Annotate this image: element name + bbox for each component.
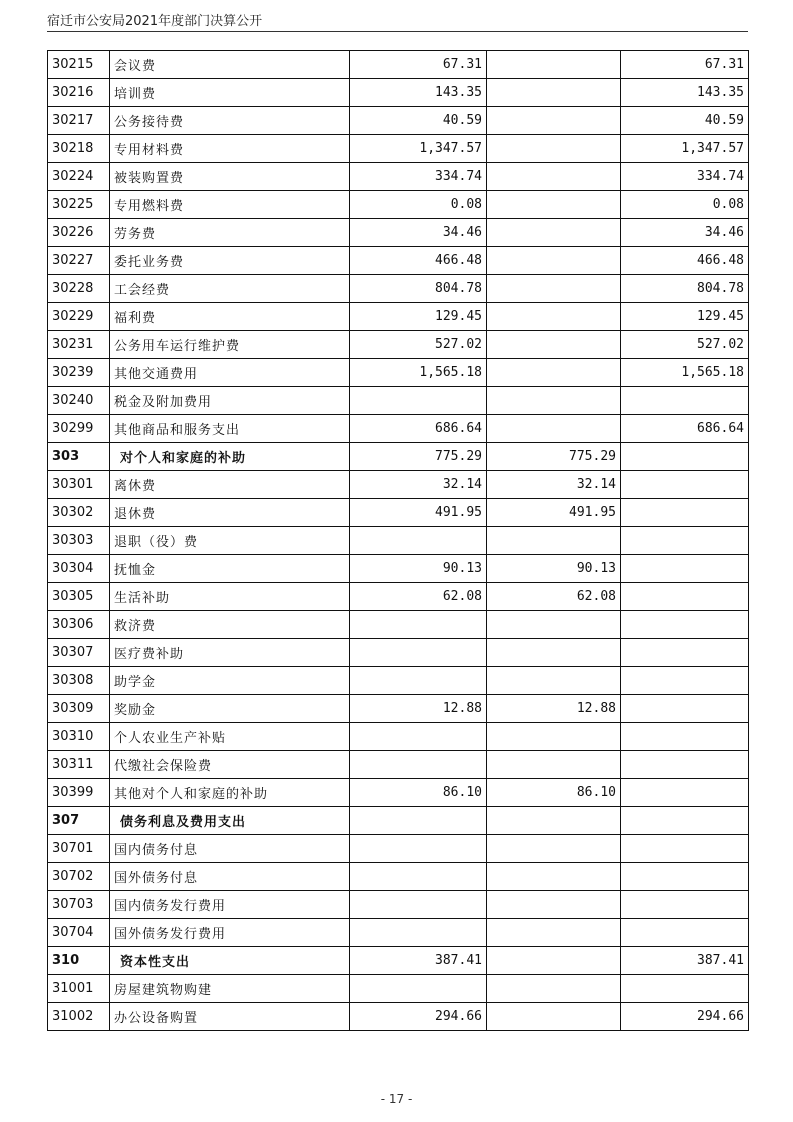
row-name-cell: 助学金 xyxy=(110,667,350,695)
row-name-cell: 国外债务发行费用 xyxy=(110,919,350,947)
row-project-cell: 804.78 xyxy=(621,275,749,303)
row-total-cell: 1,347.57 xyxy=(350,135,487,163)
row-project-cell: 40.59 xyxy=(621,107,749,135)
page-number: - 17 - xyxy=(380,1092,413,1106)
row-code-cell: 30228 xyxy=(48,275,110,303)
row-total-cell: 0.08 xyxy=(350,191,487,219)
row-code-cell: 30303 xyxy=(48,527,110,555)
row-code-cell: 310 xyxy=(48,947,110,975)
row-project-cell xyxy=(621,443,749,471)
row-basic-cell xyxy=(487,947,621,975)
row-code-cell: 30310 xyxy=(48,723,110,751)
row-project-cell xyxy=(621,919,749,947)
row-code-cell: 30306 xyxy=(48,611,110,639)
row-project-cell xyxy=(621,499,749,527)
row-total-cell xyxy=(350,891,487,919)
row-total-cell: 294.66 xyxy=(350,1003,487,1031)
category-row xyxy=(48,443,749,471)
row-name-cell: 其他对个人和家庭的补助 xyxy=(110,779,350,807)
row-name-cell: 其他商品和服务支出 xyxy=(110,415,350,443)
row-name-cell: 专用材料费 xyxy=(110,135,350,163)
row-code-cell: 30215 xyxy=(48,51,110,79)
table-row xyxy=(48,191,749,219)
row-project-cell: 0.08 xyxy=(621,191,749,219)
row-basic-cell xyxy=(487,807,621,835)
row-name-cell: 个人农业生产补贴 xyxy=(110,723,350,751)
row-project-cell: 466.48 xyxy=(621,247,749,275)
row-name-cell: 代缴社会保险费 xyxy=(110,751,350,779)
row-project-cell: 67.31 xyxy=(621,51,749,79)
row-project-cell xyxy=(621,779,749,807)
table-row xyxy=(48,331,749,359)
table-row xyxy=(48,415,749,443)
row-code-cell: 30302 xyxy=(48,499,110,527)
row-total-cell: 387.41 xyxy=(350,947,487,975)
row-total-cell xyxy=(350,835,487,863)
row-code-cell: 307 xyxy=(48,807,110,835)
table-row xyxy=(48,863,749,891)
row-basic-cell xyxy=(487,387,621,415)
row-basic-cell xyxy=(487,331,621,359)
row-total-cell xyxy=(350,387,487,415)
row-basic-cell: 86.10 xyxy=(487,779,621,807)
row-name-cell: 奖励金 xyxy=(110,695,350,723)
row-name-cell: 债务利息及费用支出 xyxy=(110,807,350,835)
row-basic-cell xyxy=(487,639,621,667)
row-total-cell: 34.46 xyxy=(350,219,487,247)
row-name-cell: 抚恤金 xyxy=(110,555,350,583)
row-total-cell xyxy=(350,667,487,695)
row-total-cell: 334.74 xyxy=(350,163,487,191)
row-total-cell xyxy=(350,639,487,667)
row-basic-cell xyxy=(487,1003,621,1031)
row-basic-cell: 12.88 xyxy=(487,695,621,723)
category-row xyxy=(48,807,749,835)
row-total-cell: 12.88 xyxy=(350,695,487,723)
row-code-cell: 30309 xyxy=(48,695,110,723)
row-project-cell xyxy=(621,583,749,611)
row-project-cell xyxy=(621,667,749,695)
row-total-cell xyxy=(350,919,487,947)
expenditure-table xyxy=(47,50,749,1031)
table-row xyxy=(48,303,749,331)
row-code-cell: 30308 xyxy=(48,667,110,695)
table-row xyxy=(48,583,749,611)
table-row xyxy=(48,639,749,667)
row-basic-cell xyxy=(487,359,621,387)
row-name-cell: 国内债务发行费用 xyxy=(110,891,350,919)
row-name-cell: 救济费 xyxy=(110,611,350,639)
row-basic-cell xyxy=(487,527,621,555)
row-basic-cell xyxy=(487,191,621,219)
row-code-cell: 30227 xyxy=(48,247,110,275)
row-total-cell: 527.02 xyxy=(350,331,487,359)
row-total-cell: 67.31 xyxy=(350,51,487,79)
row-name-cell: 税金及附加费用 xyxy=(110,387,350,415)
row-project-cell xyxy=(621,863,749,891)
row-total-cell xyxy=(350,807,487,835)
row-project-cell xyxy=(621,723,749,751)
row-code-cell: 30226 xyxy=(48,219,110,247)
table-row xyxy=(48,919,749,947)
row-project-cell xyxy=(621,471,749,499)
row-code-cell: 30304 xyxy=(48,555,110,583)
row-project-cell xyxy=(621,695,749,723)
table-row xyxy=(48,359,749,387)
row-basic-cell xyxy=(487,667,621,695)
row-total-cell: 90.13 xyxy=(350,555,487,583)
row-code-cell: 30701 xyxy=(48,835,110,863)
row-total-cell: 466.48 xyxy=(350,247,487,275)
row-project-cell: 34.46 xyxy=(621,219,749,247)
row-name-cell: 会议费 xyxy=(110,51,350,79)
table-row xyxy=(48,471,749,499)
row-project-cell: 294.66 xyxy=(621,1003,749,1031)
row-code-cell: 30704 xyxy=(48,919,110,947)
row-project-cell xyxy=(621,611,749,639)
row-code-cell: 30703 xyxy=(48,891,110,919)
row-code-cell: 30240 xyxy=(48,387,110,415)
table-row xyxy=(48,667,749,695)
row-project-cell xyxy=(621,751,749,779)
row-name-cell: 劳务费 xyxy=(110,219,350,247)
row-total-cell xyxy=(350,975,487,1003)
row-project-cell xyxy=(621,807,749,835)
row-basic-cell xyxy=(487,975,621,1003)
table-row xyxy=(48,163,749,191)
row-basic-cell xyxy=(487,163,621,191)
row-name-cell: 对个人和家庭的补助 xyxy=(110,443,350,471)
table-row xyxy=(48,219,749,247)
row-name-cell: 专用燃料费 xyxy=(110,191,350,219)
table-row xyxy=(48,835,749,863)
row-basic-cell xyxy=(487,79,621,107)
row-total-cell xyxy=(350,611,487,639)
row-name-cell: 工会经费 xyxy=(110,275,350,303)
row-code-cell: 30311 xyxy=(48,751,110,779)
row-code-cell: 30399 xyxy=(48,779,110,807)
row-project-cell: 686.64 xyxy=(621,415,749,443)
row-name-cell: 房屋建筑物购建 xyxy=(110,975,350,1003)
row-name-cell: 国外债务付息 xyxy=(110,863,350,891)
table-row xyxy=(48,611,749,639)
row-project-cell xyxy=(621,555,749,583)
row-basic-cell xyxy=(487,835,621,863)
row-name-cell: 资本性支出 xyxy=(110,947,350,975)
table-row xyxy=(48,499,749,527)
row-total-cell: 775.29 xyxy=(350,443,487,471)
row-name-cell: 被装购置费 xyxy=(110,163,350,191)
row-name-cell: 公务用车运行维护费 xyxy=(110,331,350,359)
row-code-cell: 30225 xyxy=(48,191,110,219)
row-code-cell: 30299 xyxy=(48,415,110,443)
row-name-cell: 公务接待费 xyxy=(110,107,350,135)
table-row xyxy=(48,1003,749,1031)
table-row xyxy=(48,51,749,79)
row-project-cell: 143.35 xyxy=(621,79,749,107)
table-row xyxy=(48,387,749,415)
expenditure-table-body xyxy=(48,51,749,1031)
table-row xyxy=(48,975,749,1003)
row-total-cell xyxy=(350,527,487,555)
row-total-cell: 804.78 xyxy=(350,275,487,303)
row-code-cell: 30305 xyxy=(48,583,110,611)
row-basic-cell xyxy=(487,415,621,443)
row-name-cell: 委托业务费 xyxy=(110,247,350,275)
row-code-cell: 30239 xyxy=(48,359,110,387)
row-total-cell xyxy=(350,863,487,891)
row-basic-cell xyxy=(487,303,621,331)
row-basic-cell xyxy=(487,891,621,919)
row-name-cell: 其他交通费用 xyxy=(110,359,350,387)
row-project-cell: 1,565.18 xyxy=(621,359,749,387)
row-project-cell: 334.74 xyxy=(621,163,749,191)
header-divider xyxy=(47,31,748,32)
row-total-cell: 62.08 xyxy=(350,583,487,611)
row-project-cell xyxy=(621,527,749,555)
row-total-cell: 129.45 xyxy=(350,303,487,331)
row-name-cell: 办公设备购置 xyxy=(110,1003,350,1031)
row-project-cell xyxy=(621,387,749,415)
row-basic-cell xyxy=(487,135,621,163)
row-total-cell: 40.59 xyxy=(350,107,487,135)
row-code-cell: 30229 xyxy=(48,303,110,331)
row-total-cell: 686.64 xyxy=(350,415,487,443)
category-row xyxy=(48,947,749,975)
row-total-cell: 491.95 xyxy=(350,499,487,527)
row-basic-cell xyxy=(487,219,621,247)
row-total-cell xyxy=(350,751,487,779)
row-project-cell: 527.02 xyxy=(621,331,749,359)
row-code-cell: 30301 xyxy=(48,471,110,499)
row-name-cell: 福利费 xyxy=(110,303,350,331)
row-basic-cell xyxy=(487,275,621,303)
row-code-cell: 30224 xyxy=(48,163,110,191)
table-row xyxy=(48,779,749,807)
row-basic-cell: 32.14 xyxy=(487,471,621,499)
row-basic-cell: 90.13 xyxy=(487,555,621,583)
table-row xyxy=(48,275,749,303)
table-row xyxy=(48,247,749,275)
row-basic-cell xyxy=(487,751,621,779)
row-code-cell: 31002 xyxy=(48,1003,110,1031)
table-row xyxy=(48,723,749,751)
row-basic-cell: 62.08 xyxy=(487,583,621,611)
row-total-cell xyxy=(350,723,487,751)
row-basic-cell xyxy=(487,919,621,947)
row-code-cell: 31001 xyxy=(48,975,110,1003)
row-project-cell: 387.41 xyxy=(621,947,749,975)
row-project-cell xyxy=(621,639,749,667)
table-row xyxy=(48,107,749,135)
row-basic-cell xyxy=(487,863,621,891)
row-code-cell: 30217 xyxy=(48,107,110,135)
row-project-cell xyxy=(621,975,749,1003)
row-name-cell: 国内债务付息 xyxy=(110,835,350,863)
row-code-cell: 30218 xyxy=(48,135,110,163)
table-row xyxy=(48,135,749,163)
table-row xyxy=(48,751,749,779)
row-basic-cell xyxy=(487,247,621,275)
row-project-cell: 1,347.57 xyxy=(621,135,749,163)
row-code-cell: 303 xyxy=(48,443,110,471)
row-project-cell xyxy=(621,891,749,919)
table-row xyxy=(48,527,749,555)
row-name-cell: 离休费 xyxy=(110,471,350,499)
row-total-cell: 86.10 xyxy=(350,779,487,807)
row-code-cell: 30702 xyxy=(48,863,110,891)
row-basic-cell xyxy=(487,107,621,135)
row-project-cell: 129.45 xyxy=(621,303,749,331)
table-row xyxy=(48,695,749,723)
row-project-cell xyxy=(621,835,749,863)
row-basic-cell xyxy=(487,723,621,751)
row-name-cell: 培训费 xyxy=(110,79,350,107)
document-header-title: 宿迁市公安局2021年度部门决算公开 xyxy=(47,14,263,29)
row-basic-cell xyxy=(487,611,621,639)
row-code-cell: 30231 xyxy=(48,331,110,359)
table-row xyxy=(48,555,749,583)
table-row xyxy=(48,891,749,919)
row-name-cell: 医疗费补助 xyxy=(110,639,350,667)
row-basic-cell xyxy=(487,51,621,79)
row-basic-cell: 491.95 xyxy=(487,499,621,527)
row-code-cell: 30216 xyxy=(48,79,110,107)
table-row xyxy=(48,79,749,107)
row-total-cell: 32.14 xyxy=(350,471,487,499)
row-name-cell: 生活补助 xyxy=(110,583,350,611)
row-total-cell: 1,565.18 xyxy=(350,359,487,387)
row-basic-cell: 775.29 xyxy=(487,443,621,471)
row-name-cell: 退休费 xyxy=(110,499,350,527)
row-name-cell: 退职（役）费 xyxy=(110,527,350,555)
row-total-cell: 143.35 xyxy=(350,79,487,107)
row-code-cell: 30307 xyxy=(48,639,110,667)
